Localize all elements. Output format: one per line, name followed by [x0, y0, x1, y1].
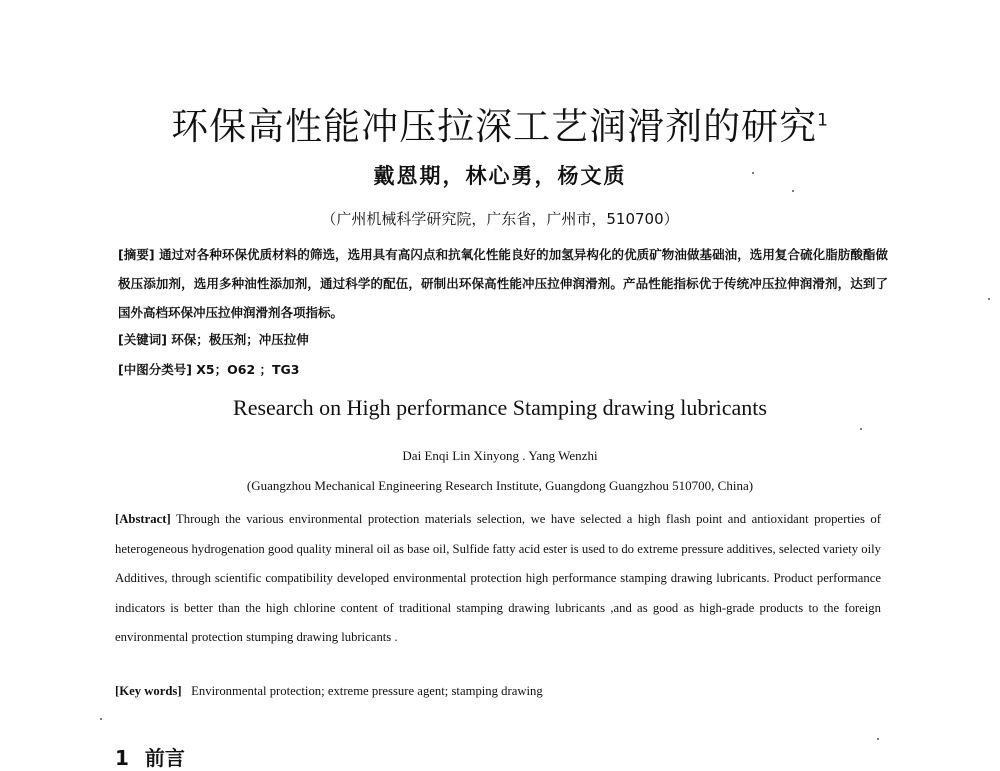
scan-speck — [860, 428, 862, 430]
abstract-cn-label: [摘要] — [118, 247, 155, 262]
affiliation-en: (Guangzhou Mechanical Engineering Research Institute, Guangdong Guangzhou 510700, China) — [246, 478, 754, 493]
keywords-cn-label: [关键词] — [118, 332, 167, 347]
title-footnote-mark: 1 — [817, 110, 829, 131]
keywords-cn-text: 环保；极压剂；冲压拉伸 — [171, 332, 309, 347]
scan-speck — [752, 172, 754, 174]
section-title: 前言 — [144, 746, 185, 770]
classification-cn-text: X5；O62 ；TG3 — [196, 362, 300, 377]
keywords-en — [115, 684, 543, 699]
abstract-en — [115, 505, 881, 653]
abstract-cn-text: 通过对各种环保优质材料的筛选，选用具有高闪点和抗氧化性能良好的加氢异构化的优质矿物油做基础油，选用复合硫化脂肪酸酯做极压添加剂，选用多种油性添加剂，通过科学的配伍，研制出环保高性能冲压拉伸润滑剂。产品性能指标优于传统冲压拉伸润滑剂，达到了国外高档环保冲压拉伸润滑剂各项指标。 — [118, 247, 888, 320]
section-number: 1 — [115, 746, 129, 770]
authors-en: Dai Enqi Lin Xinyong . Yang Wenzhi — [402, 448, 598, 463]
scan-speck — [877, 738, 879, 740]
scan-speck — [988, 298, 990, 300]
scan-speck — [792, 190, 794, 192]
classification-cn-label: [中图分类号] — [118, 362, 192, 377]
abstract-cn — [118, 240, 888, 327]
keywords-cn — [118, 330, 888, 348]
abstract-en-text: Through the various environmental protection materials selection, we have selected a high flash point and antioxidant properties of heterogeneous hydrogenation good quality mineral oil as base oil, Sulfide fatty acid ester is used to do extreme pressure additives, selected variety oily Additives, through scientific compatibility developed environmental protection high performance stamping drawing lubricants. Product performance indicators is better than the high chlorine content of traditional stamping drawing lubricants ,and as good as high-grade products to the foreign environmental protection stumping drawing lubricants . — [115, 512, 881, 644]
keywords-en-label: [Key words] — [115, 684, 182, 698]
paper-title-cn-text: 环保高性能冲压拉深工艺润滑剂的研究 — [171, 105, 818, 148]
scan-speck — [100, 718, 102, 720]
authors-cn: 戴恩期，林心勇，杨文质 — [373, 163, 627, 188]
paper-title-en: Research on High performance Stamping drawing lubricants — [233, 395, 767, 420]
keywords-en-text: Environmental protection; extreme pressure agent; stamping drawing — [191, 684, 543, 698]
paper-title-cn — [0, 96, 1000, 150]
affiliation-cn: （广州机械科学研究院，广东省，广州市，510700） — [321, 210, 679, 228]
classification-cn — [118, 360, 888, 378]
abstract-en-label: [Abstract] — [115, 512, 171, 526]
section-heading — [115, 742, 185, 771]
